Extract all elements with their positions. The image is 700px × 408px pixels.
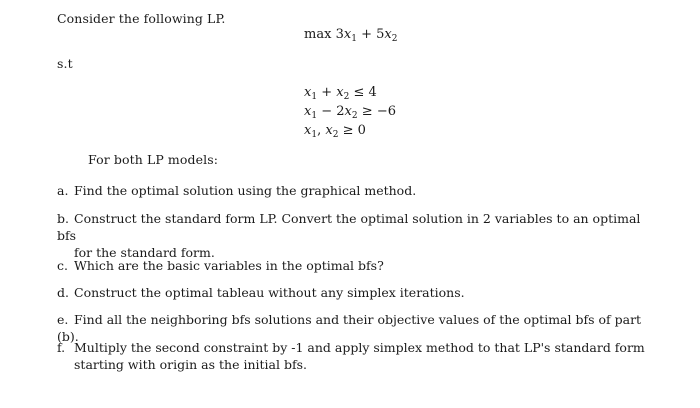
item-label: d. <box>57 285 69 300</box>
both-models-heading: For both LP models: <box>88 152 219 167</box>
question-item-a <box>57 182 647 199</box>
constraint-3: $x_1$, $x_2 \ge 0$ <box>304 123 366 140</box>
objective-max: max <box>304 27 332 42</box>
item-text: Construct the optimal tableau without any simplex iterations. <box>74 285 465 300</box>
item-text: Find the optimal solution using the graphical method. <box>74 183 417 198</box>
item-label: c. <box>57 258 68 273</box>
item-text: Find all the neighboring bfs solutions and their objective values of the optimal bfs of part (b). <box>57 312 642 344</box>
st-label: s.t <box>57 56 73 71</box>
question-item-d <box>57 284 647 301</box>
item-label: f. <box>57 340 66 355</box>
constraint-1: $x_1 + x_2 \le 4$ <box>304 85 377 102</box>
question-item-c <box>57 257 647 274</box>
question-item-f <box>57 339 647 373</box>
item-text: Multiply the second constraint by -1 and apply simplex method to that LP's standard form <box>74 340 645 355</box>
item-label: e. <box>57 312 69 327</box>
objective-function: $\max 3x_1 + 5x_2$ <box>304 27 398 44</box>
item-text: Which are the basic variables in the optimal bfs? <box>74 258 384 273</box>
item-text-continued: for the standard form. <box>74 245 215 260</box>
item-label: b. <box>57 211 69 226</box>
item-text-continued: starting with origin as the initial bfs. <box>74 357 307 372</box>
item-text: Construct the standard form LP. Convert the optimal solution in 2 variables to an optimal bfs <box>57 211 641 243</box>
question-item-b <box>57 210 647 261</box>
intro-text: Consider the following LP. <box>57 11 226 26</box>
item-label: a. <box>57 183 69 198</box>
constraint-2: $x_1 - 2x_2 \ge -6$ <box>304 104 396 121</box>
